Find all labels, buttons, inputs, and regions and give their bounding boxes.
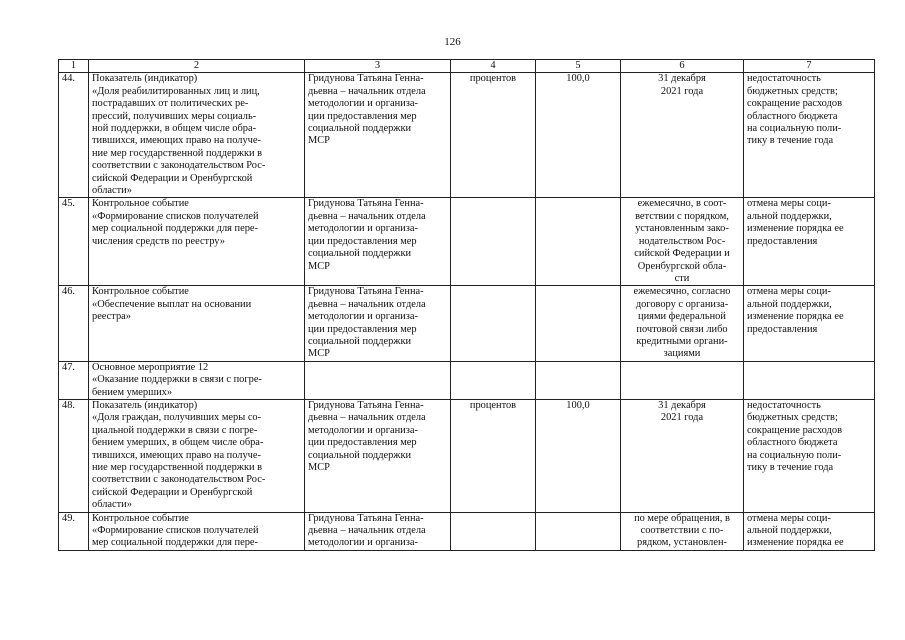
cell-text-line: 2021 года bbox=[660, 412, 704, 424]
cell-text-line: Гридунова Татьяна Генна- bbox=[308, 198, 424, 210]
cell-text-line: соответствии с законодательством Рос- bbox=[92, 160, 266, 172]
cell-text-line: ветствии с порядком, bbox=[635, 210, 729, 222]
cell-text-line: отмена меры соци- bbox=[747, 198, 831, 210]
cell-text-line: на социальную поли- bbox=[747, 123, 842, 135]
page-crop-edge bbox=[0, 598, 905, 640]
cell-responsible bbox=[305, 286, 451, 361]
cell-text-line: социальной поддержки bbox=[308, 449, 412, 461]
cell-text-line: ние мер государственной поддержки в bbox=[92, 462, 263, 473]
cell-text-line: «Обеспечение выплат на основании bbox=[92, 298, 252, 310]
cell-text-line: дьевна – начальник отдела bbox=[308, 210, 426, 222]
cell-row-number: 45. bbox=[59, 198, 89, 286]
cell-text-line: Контрольное событие bbox=[92, 286, 189, 298]
column-header: 7 bbox=[744, 60, 875, 73]
column-header: 3 bbox=[305, 60, 451, 73]
cell-unit bbox=[451, 361, 536, 399]
cell-text-line: Контрольное событие bbox=[92, 198, 189, 210]
cell-text-line: социальной поддержки bbox=[308, 248, 412, 260]
cell-text-line: на социальную поли- bbox=[747, 449, 842, 461]
cell-text-line: «Оказание поддержки в связи с погре- bbox=[92, 374, 262, 386]
cell-description bbox=[89, 399, 305, 512]
cell-text-line: соответствии с по- bbox=[640, 525, 724, 537]
cell-text-line: мер социальной поддержки для пере- bbox=[92, 223, 258, 235]
cell-text-line: альной поддержки, bbox=[747, 298, 832, 310]
cell-text-line: Показатель (индикатор) bbox=[92, 73, 198, 85]
cell-text-line: числения средств по реестру» bbox=[92, 235, 225, 247]
cell-text-line: Гридунова Татьяна Генна- bbox=[308, 399, 424, 411]
cell-responsible bbox=[305, 512, 451, 550]
cell-value bbox=[536, 73, 621, 198]
cell-text-line: тившихся, имеющих право на получе- bbox=[92, 135, 261, 147]
cell-text-line: 31 декабря bbox=[658, 399, 706, 411]
cell-text-line: недостаточность bbox=[747, 73, 821, 85]
cell-text-line: «Доля граждан, получивших меры со- bbox=[92, 412, 262, 424]
column-header: 6 bbox=[621, 60, 744, 73]
cell-text-line: изменение порядка ее bbox=[747, 223, 844, 235]
cell-value bbox=[536, 361, 621, 399]
table-row bbox=[59, 361, 875, 399]
cell-text-line: дьевна – начальник отдела bbox=[308, 525, 426, 537]
cell-text-line: соответствии с законодательством Рос- bbox=[92, 474, 266, 486]
cell-text-line: методологии и организа- bbox=[308, 424, 418, 436]
table-row bbox=[59, 73, 875, 198]
column-header: 5 bbox=[536, 60, 621, 73]
cell-text-line: тившихся, имеющих право на получе- bbox=[92, 449, 261, 461]
cell-text-line: МСР bbox=[308, 348, 330, 360]
cell-risks bbox=[744, 512, 875, 550]
cell-row-number: 44. bbox=[59, 73, 89, 198]
cell-text-line: циальной поддержки в связи с погре- bbox=[92, 424, 258, 436]
cell-text-line: отмена меры соци- bbox=[747, 286, 831, 298]
cell-unit bbox=[451, 286, 536, 361]
cell-deadline bbox=[621, 361, 744, 399]
column-header: 1 bbox=[59, 60, 89, 73]
cell-text-line: тику в течение года bbox=[747, 462, 834, 473]
cell-text-line: социальной поддержки bbox=[308, 123, 412, 135]
cell-value bbox=[536, 512, 621, 550]
cell-text-line: циями федеральной bbox=[638, 311, 726, 323]
cell-text-line: Оренбургской обла- bbox=[637, 260, 727, 272]
cell-unit bbox=[451, 73, 536, 198]
cell-text-line: мер социальной поддержки для пере- bbox=[92, 537, 258, 549]
cell-text-line: недостаточность bbox=[747, 399, 821, 411]
cell-text-line: процентов bbox=[469, 73, 517, 85]
cell-unit bbox=[451, 198, 536, 286]
cell-text-line: сийской Федерации и Оренбургской bbox=[92, 486, 253, 498]
cell-text-line: МСР bbox=[308, 260, 330, 272]
cell-deadline bbox=[621, 198, 744, 286]
cell-text-line: по мере обращения, в bbox=[634, 512, 730, 524]
cell-risks bbox=[744, 73, 875, 198]
cell-description bbox=[89, 73, 305, 198]
cell-text-line: кредитными органи- bbox=[636, 335, 728, 347]
cell-text-line: Показатель (индикатор) bbox=[92, 399, 198, 411]
table-row bbox=[59, 512, 875, 550]
cell-text-line: бюджетных средств; bbox=[747, 85, 838, 97]
cell-text-line: методологии и организа- bbox=[308, 311, 418, 323]
cell-text-line: сти bbox=[674, 272, 690, 284]
cell-responsible bbox=[305, 73, 451, 198]
cell-text-line: Гридунова Татьяна Генна- bbox=[308, 512, 424, 524]
cell-deadline bbox=[621, 399, 744, 512]
cell-text-line: процентов bbox=[469, 399, 517, 411]
cell-text-line: областного бюджета bbox=[747, 437, 838, 449]
cell-text-line: области» bbox=[92, 185, 132, 197]
cell-text-line: альной поддержки, bbox=[747, 210, 832, 222]
cell-responsible bbox=[305, 361, 451, 399]
cell-text-line: реестра» bbox=[92, 311, 131, 323]
cell-text-line: 100,0 bbox=[566, 73, 590, 85]
cell-text-line: 100,0 bbox=[566, 399, 590, 411]
cell-deadline bbox=[621, 286, 744, 361]
cell-text-line: социальной поддержки bbox=[308, 335, 412, 347]
cell-text-line: пострадавших от политических ре- bbox=[92, 98, 249, 110]
cell-risks bbox=[744, 286, 875, 361]
cell-text-line: рядком, установлен- bbox=[637, 537, 727, 549]
cell-text-line: ежемесячно, в соот- bbox=[637, 198, 727, 210]
cell-text-line: бением умерших, в общем числе обра- bbox=[92, 437, 264, 449]
cell-unit bbox=[451, 512, 536, 550]
cell-text-line: нодательством Рос- bbox=[638, 235, 726, 247]
cell-text-line: Гридунова Татьяна Генна- bbox=[308, 286, 424, 298]
cell-text-line: изменение порядка ее bbox=[747, 537, 844, 549]
column-header: 2 bbox=[89, 60, 305, 73]
cell-value bbox=[536, 399, 621, 512]
cell-row-number: 49. bbox=[59, 512, 89, 550]
cell-text-line: отмена меры соци- bbox=[747, 512, 831, 524]
cell-unit bbox=[451, 399, 536, 512]
cell-responsible bbox=[305, 198, 451, 286]
cell-text-line: 31 декабря bbox=[658, 73, 706, 85]
cell-text-line: области» bbox=[92, 499, 132, 511]
cell-text-line: областного бюджета bbox=[747, 110, 838, 122]
cell-text-line: прессий, получивших меры социаль- bbox=[92, 110, 257, 122]
cell-text-line: методологии и организа- bbox=[308, 98, 418, 110]
cell-text-line: Основное мероприятие 12 bbox=[92, 361, 209, 373]
cell-text-line: «Доля реабилитированных лиц и лиц, bbox=[92, 85, 260, 97]
page-number: 126 bbox=[444, 36, 461, 48]
cell-row-number: 48. bbox=[59, 399, 89, 512]
cell-text-line: ции предоставления мер bbox=[308, 235, 417, 247]
cell-responsible bbox=[305, 399, 451, 512]
cell-risks bbox=[744, 399, 875, 512]
cell-text-line: сийской Федерации и bbox=[634, 248, 730, 260]
cell-text-line: ние мер государственной поддержки в bbox=[92, 147, 263, 159]
cell-text-line: «Формирование списков получателей bbox=[92, 525, 259, 537]
cell-text-line: зациями bbox=[663, 348, 701, 360]
cell-text-line: сокращение расходов bbox=[747, 98, 842, 110]
table-row bbox=[59, 399, 875, 512]
cell-deadline bbox=[621, 73, 744, 198]
cell-text-line: бюджетных средств; bbox=[747, 412, 838, 424]
cell-risks bbox=[744, 198, 875, 286]
cell-description bbox=[89, 512, 305, 550]
cell-text-line: установленным зако- bbox=[635, 223, 729, 235]
cell-value bbox=[536, 198, 621, 286]
column-header: 4 bbox=[451, 60, 536, 73]
cell-text-line: 2021 года bbox=[660, 85, 704, 97]
cell-text-line: Гридунова Татьяна Генна- bbox=[308, 73, 424, 85]
cell-value bbox=[536, 286, 621, 361]
cell-description bbox=[89, 361, 305, 399]
cell-text-line: предоставления bbox=[747, 235, 818, 247]
cell-text-line: сокращение расходов bbox=[747, 424, 842, 436]
cell-text-line: методологии и организа- bbox=[308, 223, 418, 235]
table-header-row bbox=[59, 60, 875, 73]
cell-text-line: «Формирование списков получателей bbox=[92, 210, 259, 222]
cell-row-number: 47. bbox=[59, 361, 89, 399]
cell-text-line: альной поддержки, bbox=[747, 525, 832, 537]
cell-description bbox=[89, 286, 305, 361]
measures-table bbox=[58, 59, 875, 551]
cell-text-line: предоставления bbox=[747, 323, 818, 335]
cell-text-line: договору с организа- bbox=[635, 298, 729, 310]
cell-row-number: 46. bbox=[59, 286, 89, 361]
cell-text-line: ции предоставления мер bbox=[308, 323, 417, 335]
cell-text-line: изменение порядка ее bbox=[747, 311, 844, 323]
cell-text-line: дьевна – начальник отдела bbox=[308, 85, 426, 97]
cell-text-line: дьевна – начальник отдела bbox=[308, 298, 426, 310]
cell-text-line: ной поддержки, в общем числе обра- bbox=[92, 123, 257, 135]
table-row bbox=[59, 198, 875, 286]
cell-text-line: бением умерших» bbox=[92, 386, 173, 398]
cell-text-line: ции предоставления мер bbox=[308, 437, 417, 449]
cell-text-line: почтовой связи либо bbox=[636, 323, 728, 335]
cell-text-line: ежемесячно, согласно bbox=[633, 286, 731, 298]
cell-text-line: дьевна – начальник отдела bbox=[308, 412, 426, 424]
table-row bbox=[59, 286, 875, 361]
cell-deadline bbox=[621, 512, 744, 550]
cell-risks bbox=[744, 361, 875, 399]
cell-text-line: тику в течение года bbox=[747, 135, 834, 147]
cell-text-line: МСР bbox=[308, 135, 330, 147]
cell-description bbox=[89, 198, 305, 286]
cell-text-line: МСР bbox=[308, 462, 330, 473]
cell-text-line: сийской Федерации и Оренбургской bbox=[92, 172, 253, 184]
cell-text-line: Контрольное событие bbox=[92, 512, 189, 524]
cell-text-line: ции предоставления мер bbox=[308, 110, 417, 122]
cell-text-line: методологии и организа- bbox=[308, 537, 418, 549]
